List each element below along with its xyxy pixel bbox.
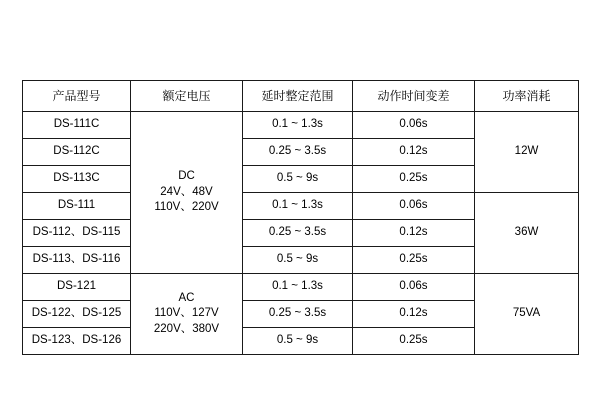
voltage-line-type: DC xyxy=(178,170,195,183)
cell-model: DS-122、DS-125 xyxy=(23,301,131,328)
cell-delay-range: 0.25 ~ 3.5s xyxy=(243,301,353,328)
cell-model: DS-112、DS-115 xyxy=(23,220,131,247)
cell-model: DS-113C xyxy=(23,166,131,193)
column-header-model: 产品型号 xyxy=(23,81,131,112)
cell-time-variation: 0.25s xyxy=(353,328,475,355)
table-row xyxy=(23,274,579,301)
cell-time-variation: 0.06s xyxy=(353,193,475,220)
cell-delay-range: 0.5 ~ 9s xyxy=(243,166,353,193)
table-header-row xyxy=(23,81,579,112)
cell-delay-range: 0.25 ~ 3.5s xyxy=(243,139,353,166)
cell-delay-range: 0.1 ~ 1.3s xyxy=(243,112,353,139)
cell-time-variation: 0.06s xyxy=(353,112,475,139)
cell-model: DS-112C xyxy=(23,139,131,166)
column-header-rated-voltage: 额定电压 xyxy=(131,81,243,112)
voltage-line-low: 24V、48V xyxy=(160,185,213,198)
cell-power-consumption: 75VA xyxy=(475,274,579,355)
cell-model: DS-123、DS-126 xyxy=(23,328,131,355)
cell-delay-range: 0.5 ~ 9s xyxy=(243,247,353,274)
table-row xyxy=(23,193,579,220)
cell-time-variation: 0.06s xyxy=(353,274,475,301)
cell-delay-range: 0.1 ~ 1.3s xyxy=(243,193,353,220)
voltage-line-high: 220V、380V xyxy=(153,322,220,335)
cell-model: DS-111C xyxy=(23,112,131,139)
cell-time-variation: 0.12s xyxy=(353,139,475,166)
column-header-delay-range: 延时整定范围 xyxy=(243,81,353,112)
cell-delay-range: 0.1 ~ 1.3s xyxy=(243,274,353,301)
cell-model: DS-111 xyxy=(23,193,131,220)
cell-model: DS-121 xyxy=(23,274,131,301)
column-header-time-variation: 动作时间变差 xyxy=(353,81,475,112)
cell-power-consumption: 36W xyxy=(475,193,579,274)
cell-power-consumption: 12W xyxy=(475,112,579,193)
cell-time-variation: 0.25s xyxy=(353,247,475,274)
cell-model: DS-113、DS-116 xyxy=(23,247,131,274)
cell-time-variation: 0.25s xyxy=(353,166,475,193)
cell-delay-range: 0.5 ~ 9s xyxy=(243,328,353,355)
column-header-power-consumption: 功率消耗 xyxy=(475,81,579,112)
voltage-line-low: 110V、127V xyxy=(154,307,219,320)
cell-time-variation: 0.12s xyxy=(353,220,475,247)
specification-table xyxy=(22,80,579,355)
spec-table-container xyxy=(22,80,578,355)
cell-time-variation: 0.12s xyxy=(353,301,475,328)
cell-rated-voltage-dc xyxy=(131,112,243,274)
cell-delay-range: 0.25 ~ 3.5s xyxy=(243,220,353,247)
table-row xyxy=(23,112,579,139)
voltage-line-type: AC xyxy=(178,291,195,304)
cell-rated-voltage-ac xyxy=(131,274,243,355)
voltage-line-high: 110V、220V xyxy=(154,201,219,214)
